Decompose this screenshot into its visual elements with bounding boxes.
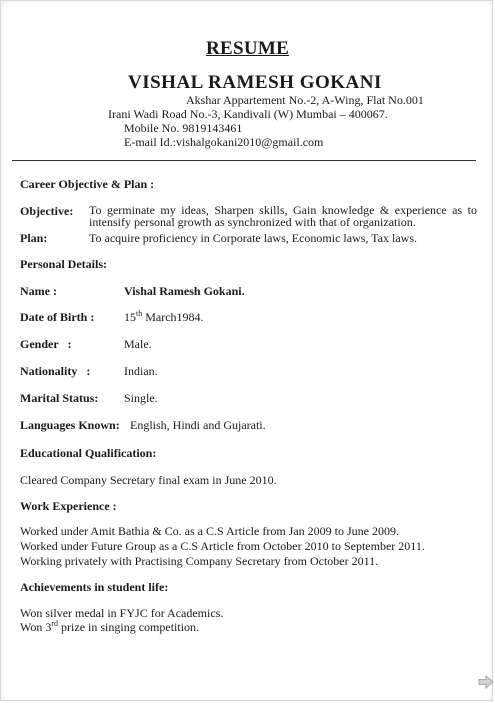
- nationality-label: Nationality :: [20, 364, 91, 378]
- work-heading: Work Experience :: [20, 499, 117, 513]
- dob-suffix: th: [136, 309, 143, 318]
- achievement-suffix: rd: [51, 619, 59, 628]
- address-line-1: Akshar Appartement No.-2, A-Wing, Flat No.001: [186, 93, 424, 107]
- plan-text: To acquire proficiency in Corporate laws, Economic laws, Tax laws.: [89, 231, 417, 245]
- name-value: Vishal Ramesh Gokani.: [124, 284, 245, 298]
- marital-status-label: Marital Status:: [20, 391, 99, 405]
- objective-text: [89, 204, 477, 228]
- work-line: Working privately with Practising Company Secretary from October 2011.: [20, 554, 379, 568]
- mobile-number: Mobile No. 9819143461: [124, 121, 243, 135]
- dob-month-year: March1984.: [142, 310, 204, 324]
- achievement-line: Won silver medal in FYJC for Academics.: [20, 606, 224, 620]
- achievements-heading: Achievements in student life:: [20, 580, 169, 594]
- dob-value: [124, 310, 204, 325]
- achievement-rest: prize in singing competition.: [58, 620, 200, 634]
- arrow-right-icon[interactable]: [478, 675, 494, 689]
- gender-label: Gender :: [20, 337, 72, 351]
- personal-heading: Personal Details:: [20, 257, 107, 271]
- dob-label: Date of Birth :: [20, 310, 95, 324]
- languages-label: Languages Known:: [20, 418, 120, 432]
- dob-day: 15: [124, 310, 136, 324]
- objective-label: Objective:: [20, 204, 74, 218]
- education-line: Cleared Company Secretary final exam in June 2010.: [20, 473, 277, 487]
- work-line: Worked under Future Group as a C.S Article from October 2010 to September 2011.: [20, 539, 425, 553]
- nationality-value: Indian.: [124, 364, 158, 378]
- objective-line-1: To germinate my ideas, Sharpen skills, Gain knowledge & experience as to: [89, 203, 477, 217]
- email-id: E-mail Id.:vishalgokani2010@gmail.com: [124, 135, 324, 149]
- resume-title: RESUME: [205, 38, 290, 59]
- name-label: Name :: [20, 284, 57, 298]
- marital-status-value: Single.: [124, 391, 158, 405]
- work-line: Worked under Amit Bathia & Co. as a C.S Article from Jan 2009 to June 2009.: [20, 524, 399, 538]
- candidate-name: VISHAL RAMESH GOKANI: [128, 72, 382, 93]
- header-divider: [12, 160, 476, 161]
- education-heading: Educational Qualification:: [20, 446, 157, 460]
- address-line-2: Irani Wadi Road No.-3, Kandivali (W) Mumbai – 400067.: [108, 107, 388, 121]
- achievement-prefix: Won 3: [20, 620, 52, 634]
- languages-value: English, Hindi and Gujarati.: [130, 418, 266, 432]
- gender-value: Male.: [124, 337, 152, 351]
- plan-label: Plan:: [20, 231, 48, 245]
- objective-line-2: intensify personal growth as synchronized with that of organization.: [89, 215, 416, 229]
- achievement-line: [20, 620, 199, 635]
- career-heading: Career Objective & Plan :: [20, 177, 155, 191]
